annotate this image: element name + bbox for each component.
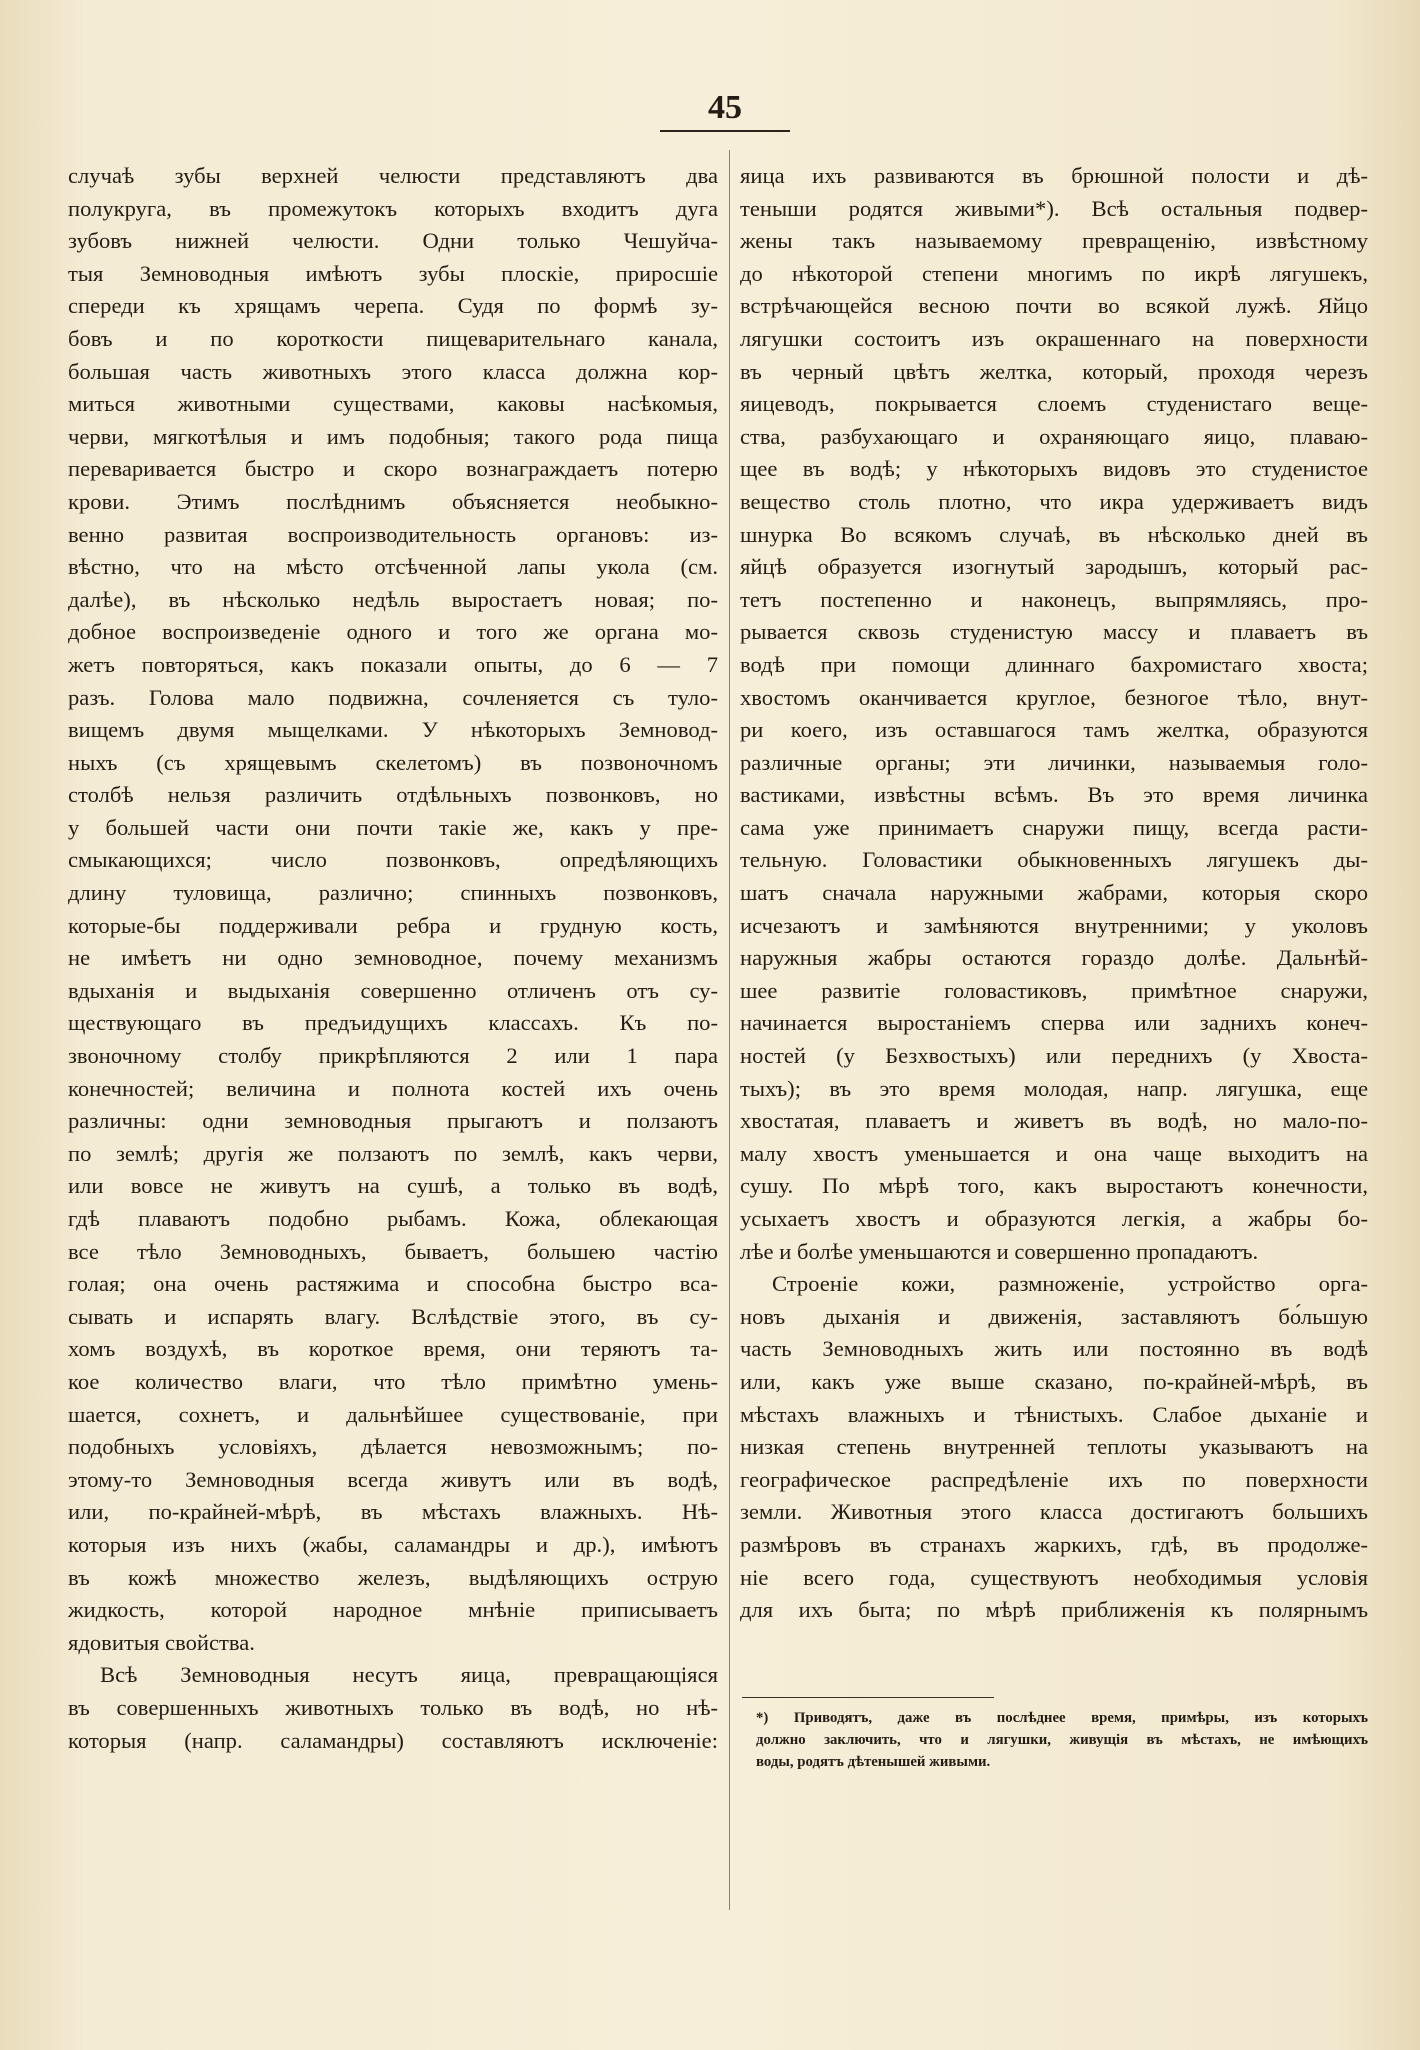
text-line: земли. Животныя этого класса достигаютъ большихъ: [740, 1499, 1368, 1525]
text-line: сушу. По мѣрѣ того, какъ выростаютъ конечности,: [740, 1173, 1368, 1199]
text-line: добное воспроизведеніе одного и того же органа мо-: [68, 619, 718, 645]
text-line: все тѣло Земноводныхъ, бываетъ, большею частію: [68, 1238, 718, 1264]
text-line: длину туловища, различно; спинныхъ позвонковъ,: [68, 880, 718, 906]
text-line: шее развитіе головастиковъ, примѣтное снаружи,: [740, 977, 1368, 1003]
text-line: хомъ воздухѣ, въ короткое время, они теряютъ та-: [68, 1336, 718, 1362]
text-line: лѣе и болѣе уменьшаются и совершенно пропадаютъ.: [740, 1238, 1259, 1264]
text-line: яицеводъ, покрывается слоемъ студенистаго веще-: [740, 391, 1368, 417]
text-line: вѣстно, что на мѣсто отсѣченной лапы укола (см.: [68, 554, 718, 580]
text-line: географическое распредѣленіе ихъ по поверхности: [740, 1466, 1368, 1492]
text-line: встрѣчающейся весною почти во всякой лужѣ. Яйцо: [740, 293, 1368, 319]
text-line: хвостатая, плаваетъ и живетъ въ водѣ, но мало-по-: [740, 1108, 1368, 1134]
text-line: миться животными существами, каковы насѣкомыя,: [68, 391, 718, 417]
left-column: [68, 160, 718, 1757]
text-line: гдѣ плаваютъ подобно рыбамъ. Кожа, облекающая: [68, 1206, 718, 1231]
text-line: до нѣкоторой степени многимъ по икрѣ лягушекъ,: [740, 260, 1368, 286]
text-line: ядовитыя свойства.: [68, 1629, 255, 1655]
text-line: ніе всего года, существуютъ необходимыя условія: [740, 1564, 1368, 1590]
text-line: голая; она очень растяжима и способна быстро вса-: [68, 1271, 718, 1297]
text-line: тетъ постепенно и наконецъ, выпрямляясь, про-: [740, 586, 1368, 612]
text-line: жидкость, которой народное мнѣніе приписываетъ: [68, 1597, 718, 1623]
text-line: ныхъ (съ хрящевымъ скелетомъ) въ позвоночномъ: [68, 749, 718, 775]
text-line: теныши родятся живыми*). Всѣ остальныя подвер-: [740, 195, 1368, 221]
text-line: начинается выростаніемъ сперва или заднихъ конеч-: [740, 1010, 1368, 1036]
text-line: черви, мягкотѣлыя и имъ подобныя; такого рода пища: [68, 423, 718, 449]
text-line: сама уже принимаетъ снаружи пищу, всегда расти-: [740, 814, 1368, 840]
text-line: въ кожѣ множество железъ, выдѣляющихъ острую: [68, 1564, 718, 1590]
text-line: или, по-крайней-мѣрѣ, въ мѣстахъ влажныхъ. Нѣ-: [68, 1499, 718, 1525]
text-line: разъ. Голова мало подвижна, сочленяется съ туло-: [68, 684, 718, 710]
footnote-line: *) Приводятъ, даже въ послѣднее время, примѣры, изъ которыхъ: [756, 1710, 1368, 1726]
text-line: усыхаетъ хвостъ и образуются легкія, а жабры бо-: [740, 1206, 1368, 1231]
footnote: [756, 1707, 1368, 1773]
text-line: тельную. Головастики обыкновенныхъ лягушекъ ды-: [740, 847, 1368, 873]
text-line: новъ дыханія и движенія, заставляютъ бо́льшую: [740, 1303, 1368, 1329]
text-line: или, какъ уже выше сказано, по-крайней-мѣрѣ, въ: [740, 1368, 1368, 1394]
text-line: которые-бы поддерживали ребра и грудную кость,: [68, 912, 718, 938]
page-header: [660, 88, 790, 132]
text-line: вдыханія и выдыханія совершенно отличенъ отъ су-: [68, 977, 718, 1003]
text-line: часть Земноводныхъ жить или постоянно въ водѣ: [740, 1336, 1368, 1362]
text-line: сывать и испарять влагу. Вслѣдствіе этого, въ су-: [68, 1303, 718, 1329]
text-line: ностей (у Безхвостыхъ) или переднихъ (у Хвоста-: [740, 1043, 1368, 1069]
text-line: шнурка Во всякомъ случаѣ, въ нѣсколько дней въ: [740, 521, 1368, 547]
text-line: шается, сохнетъ, и дальнѣйшее существованіе, при: [68, 1401, 718, 1427]
text-line: не имѣетъ ни одно земноводное, почему механизмъ: [68, 945, 718, 971]
right-column: [740, 160, 1368, 1627]
text-line: наружныя жабры остаются гораздо долѣе. Дальнѣй-: [740, 945, 1368, 971]
text-line: которыя изъ нихъ (жабы, саламандры и др.), имѣютъ: [68, 1531, 718, 1557]
text-line: жетъ повторяться, какъ показали опыты, до 6 — 7: [68, 651, 718, 677]
text-line: конечностей; величина и полнота костей ихъ очень: [68, 1075, 718, 1101]
text-line: хвостомъ оканчивается круглое, безногое тѣло, внут-: [740, 684, 1368, 710]
text-line: низкая степень внутренней теплоты указываютъ на: [740, 1434, 1368, 1460]
text-line: малу хвостъ уменьшается и она чаще выходитъ на: [740, 1140, 1368, 1166]
text-line: тыхъ); въ это время молодая, напр. лягушка, еще: [740, 1075, 1368, 1101]
text-line: исчезаютъ и замѣняются внутренними; у уколовъ: [740, 912, 1368, 938]
text-line: яйцѣ образуется изогнутый зародышъ, который рас-: [740, 554, 1368, 580]
text-line: яица ихъ развиваются въ брюшной полости и дѣ-: [740, 163, 1368, 188]
text-line: вещество столь плотно, что икра удерживаетъ видъ: [740, 488, 1368, 514]
text-line: звоночному столбу прикрѣпляются 2 или 1 пара: [68, 1043, 718, 1069]
text-line: рывается сквозь студенистую массу и плаваетъ въ: [740, 619, 1368, 645]
text-line: кое количество влаги, что тѣло примѣтно умень-: [68, 1368, 718, 1394]
text-line: смыкающихся; число позвонковъ, опредѣляющихъ: [68, 847, 718, 873]
text-line: Строеніе кожи, размноженіе, устройство орга-: [772, 1271, 1368, 1297]
text-line: зубовъ нижней челюсти. Одни только Чешуйча-: [68, 228, 718, 254]
text-line: Всѣ Земноводныя несутъ яица, превращающіяся: [100, 1662, 718, 1688]
text-line: въ черный цвѣтъ желтка, который, проходя черезъ: [740, 358, 1368, 384]
text-line: у большей части они почти такіе же, какъ у пре-: [68, 814, 718, 840]
text-line: далѣе), въ нѣсколько недѣль выростаетъ новая; по-: [68, 586, 718, 612]
text-line: ства, разбухающаго и охраняющаго яицо, плаваю-: [740, 423, 1368, 449]
text-line: бовъ и по короткости пищеварительнаго канала,: [68, 325, 718, 351]
text-line: различны: одни земноводныя прыгаютъ и ползаютъ: [68, 1108, 718, 1134]
text-line: полукруга, въ промежутокъ которыхъ входитъ дуга: [68, 195, 718, 221]
text-line: случаѣ зубы верхней челюсти представляютъ два: [68, 163, 718, 188]
text-line: ществующаго въ предъидущихъ классахъ. Къ по-: [68, 1010, 718, 1036]
text-line: мѣстахъ влажныхъ и тѣнистыхъ. Слабое дыханіе и: [740, 1401, 1368, 1427]
text-line: крови. Этимъ послѣднимъ объясняется необыкно-: [68, 488, 718, 514]
text-line: столбѣ нельзя различить отдѣльныхъ позвонковъ, но: [68, 782, 718, 808]
text-line: подобныхъ условіяхъ, дѣлается невозможнымъ; по-: [68, 1434, 718, 1460]
text-line: ри коего, изъ оставшагося тамъ желтка, образуются: [740, 717, 1368, 743]
text-line: жены такъ называемому превращенію, извѣстному: [740, 228, 1368, 254]
footnote-line: воды, родятъ дѣтенышей живыми.: [756, 1754, 991, 1770]
text-line: переваривается быстро и скоро вознаграждаетъ потерю: [68, 456, 718, 482]
text-line: размѣровъ въ странахъ жаркихъ, гдѣ, въ продолже-: [740, 1531, 1368, 1557]
footnote-rule: [742, 1697, 994, 1698]
text-line: лягушки состоитъ изъ окрашеннаго на поверхности: [740, 325, 1368, 351]
text-line: венно развитая воспроизводительность органовъ: из-: [68, 521, 718, 547]
text-line: въ совершенныхъ животныхъ только въ водѣ, но нѣ-: [68, 1694, 718, 1720]
text-line: шатъ сначала наружными жабрами, которыя скоро: [740, 880, 1368, 906]
text-line: водѣ при помощи длиннаго бахромистаго хвоста;: [740, 651, 1368, 677]
footnote-line: должно заключить, что и лягушки, живущія въ мѣстахъ, не имѣющихъ: [756, 1732, 1368, 1748]
text-line: щее въ водѣ; у нѣкоторыхъ видовъ это студенистое: [740, 456, 1368, 482]
text-line: или вовсе не живутъ на сушѣ, а только въ водѣ,: [68, 1173, 718, 1199]
text-line: для ихъ быта; по мѣрѣ приближенія къ полярнымъ: [740, 1597, 1368, 1623]
text-line: тыя Земноводныя имѣютъ зубы плоскіе, приросшіе: [68, 260, 718, 286]
text-line: этому-то Земноводныя всегда живутъ или въ водѣ,: [68, 1466, 718, 1492]
text-line: вастиками, извѣстны всѣмъ. Въ это время личинка: [740, 782, 1368, 808]
text-line: вищемъ двумя мыщелками. У нѣкоторыхъ Земновод-: [68, 717, 718, 743]
text-line: которыя (напр. саламандры) составляютъ исключеніе:: [68, 1727, 718, 1753]
text-line: по землѣ; другія же ползаютъ по землѣ, какъ черви,: [68, 1140, 718, 1166]
column-divider: [729, 150, 730, 1910]
header-rule: [660, 130, 790, 132]
text-line: различные органы; эти личинки, называемыя голо-: [740, 749, 1368, 775]
text-line: спереди къ хрящамъ черепа. Судя по формѣ зу-: [68, 293, 718, 319]
page-number: 45: [708, 89, 742, 126]
text-line: большая часть животныхъ этого класса должна кор-: [68, 358, 718, 384]
